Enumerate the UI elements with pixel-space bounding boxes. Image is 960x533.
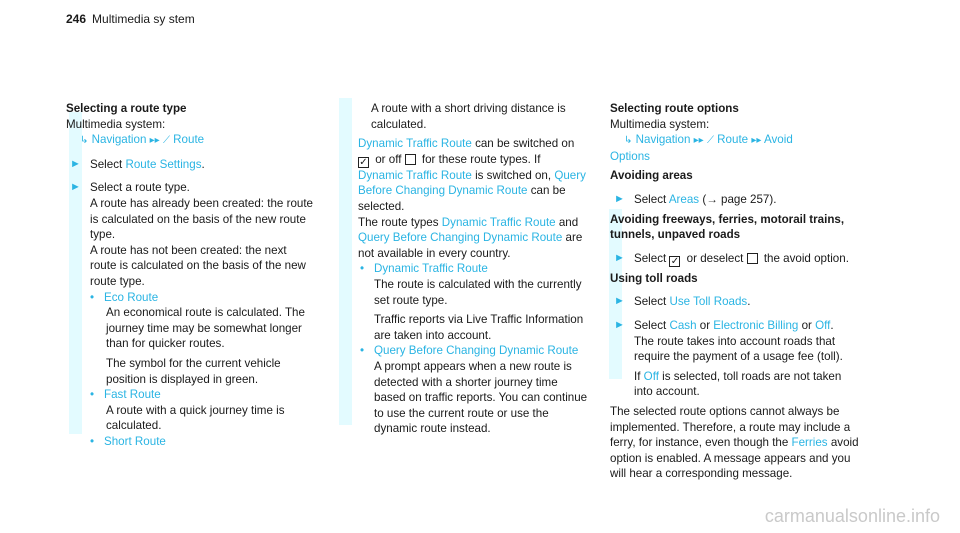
checkbox-checked-icon: ✓ [670,255,680,267]
short-text: A route with a short driving distance is calculated. [371,102,566,131]
bullet-icon: • [360,344,365,358]
off-link[interactable]: Off [815,318,831,332]
para-route-created: A route has already been created: the route is calculated on the basis of the new route type. [90,196,314,242]
checkbox-empty-icon [405,154,416,165]
menu-path [66,132,316,149]
types-paragraph: The route types Dynamic Traffic Route and Query Before Changing Dynamic Route are not available in every country. [358,215,583,260]
middle-column [358,101,588,437]
step-select-option: ► Select ✓ or deselect the avoid option. [614,251,849,267]
fast-text: A route with a quick journey time is calculated. [106,403,285,433]
right-column [610,101,860,482]
system-label: Multimedia system: [66,117,166,131]
bullet-icon: • [90,388,95,402]
short-route-link[interactable]: Short Route [104,434,166,448]
route-link[interactable]: Route [173,133,205,147]
query-link[interactable]: Query Before Changing Dynamic Route [358,168,586,198]
double-chevron-icon: ▸▸ [751,135,762,147]
eco-route-link[interactable]: Eco Route [104,290,159,304]
bullet-icon: • [90,290,95,304]
if-off-text: If Off is selected, toll roads are not taken into account. [634,369,842,399]
dtr-link-2[interactable]: Dynamic Traffic Route [358,168,472,182]
freeways-heading: Avoiding freeways, ferries, motorail trains, tunnels, unpaved roads [610,212,845,242]
page-number: 246 [66,12,87,26]
areas-link[interactable]: Areas [668,192,700,206]
side-bar-middle [339,98,352,425]
step-select-cash: ► Select Cash or Electronic Billing or Off. [614,318,834,332]
list-item-dynamic [360,261,588,277]
list-item-query [360,343,588,359]
route-icon: ⟋ [706,135,714,147]
bullet-icon: • [360,262,365,276]
checkbox-empty-icon [747,253,758,264]
section-title: Multimedia sy stem [92,12,195,26]
watermark: carmanualsonline.info [764,506,940,527]
menu-path [610,132,860,149]
list-item-eco [90,290,316,306]
para-route-not-created: A route has not been created: the next route is calculated on the basis of the new route type. [90,243,306,288]
types-link-1[interactable]: Dynamic Traffic Route [441,215,556,229]
cash-link[interactable]: Cash [669,318,697,332]
avoid-link[interactable]: Avoid [763,133,793,147]
page-header [66,12,195,28]
route-link[interactable]: Route [717,133,749,147]
step-arrow-icon: ► [614,318,625,331]
step-arrow-icon: ► [614,251,625,264]
checkbox-checked-icon: ✓ [359,156,368,168]
switch-paragraph: Dynamic Traffic Route can be switched on ✓ or off for these route types. If Dynamic Traffic Route is switched on, Query Before Changing Dynamic Route can be selected. [358,137,586,213]
step-use-toll: ► Select Use Toll Roads. [614,295,751,309]
toll-text: The route takes into account roads that require the payment of a usage fee (toll). [634,334,843,364]
electronic-billing-link[interactable]: Electronic Billing [713,318,799,332]
system-label: Multimedia system: [610,117,710,131]
list-item-fast [90,387,316,403]
double-chevron-icon: ▸▸ [693,135,704,147]
route-settings-link[interactable]: Route Settings [125,157,202,171]
ferries-link[interactable]: Ferries [791,436,828,450]
step-select-route-type: ► Select a route type. [70,181,190,195]
step-arrow-icon: ► [70,157,81,170]
step-select-areas: ► Select Areas (→ page 257). [614,192,777,206]
section-heading: Selecting route options [610,102,739,115]
fast-route-link[interactable]: Fast Route [104,388,161,402]
section-heading: Selecting a route type [66,102,187,115]
toll-heading: Using toll roads [610,271,698,285]
final-paragraph: The selected route options cannot always be implemented. Therefore, a route may include a ferry, for instance, even though the Ferries avoid option is enabled. A message appears and you will hear a corresponding message. [610,404,859,481]
nav-link[interactable]: Navigation [91,133,147,147]
step-select-route-settings: ► Select Route Settings. [70,157,205,171]
step-arrow-icon: ► [614,192,625,205]
left-column [66,101,316,449]
dynamic-text-2: Traffic reports via Live Traffic Information are taken into account. [374,313,584,342]
path-arrow-icon: ↳ [80,135,89,147]
dynamic-route-link[interactable]: Dynamic Traffic Route [374,262,488,276]
dynamic-text-1: The route is calculated with the currently set route type. [374,277,582,307]
double-chevron-icon: ▸▸ [149,135,160,147]
bullet-icon: • [90,434,95,448]
avoid-areas-heading: Avoiding areas [610,169,693,183]
step-arrow-icon: ► [70,181,81,194]
step-arrow-icon: ► [614,295,625,308]
dtr-link[interactable]: Dynamic Traffic Route [358,137,472,151]
eco-text-1: An economical route is calculated. The journey time may be somewhat longer than for quicker routes. [106,306,305,351]
query-route-link[interactable]: Query Before Changing Dynamic Route [374,344,579,358]
options-link[interactable]: Options [610,149,650,163]
path-arrow-icon: ↳ [624,135,633,147]
route-icon: ⟋ [162,135,170,147]
use-toll-link[interactable]: Use Toll Roads [669,295,748,309]
eco-text-2: The symbol for the current vehicle position is displayed in green. [106,356,281,386]
query-text: A prompt appears when a new route is detected with a shorter journey time based on traffic reports. You can continue to use the current route or use the dynamic route instead. [374,359,588,436]
list-item-short [90,434,316,450]
types-link-2[interactable]: Query Before Changing Dynamic Route [358,231,563,245]
nav-link[interactable]: Navigation [635,133,691,147]
off-link-2[interactable]: Off [643,369,659,383]
